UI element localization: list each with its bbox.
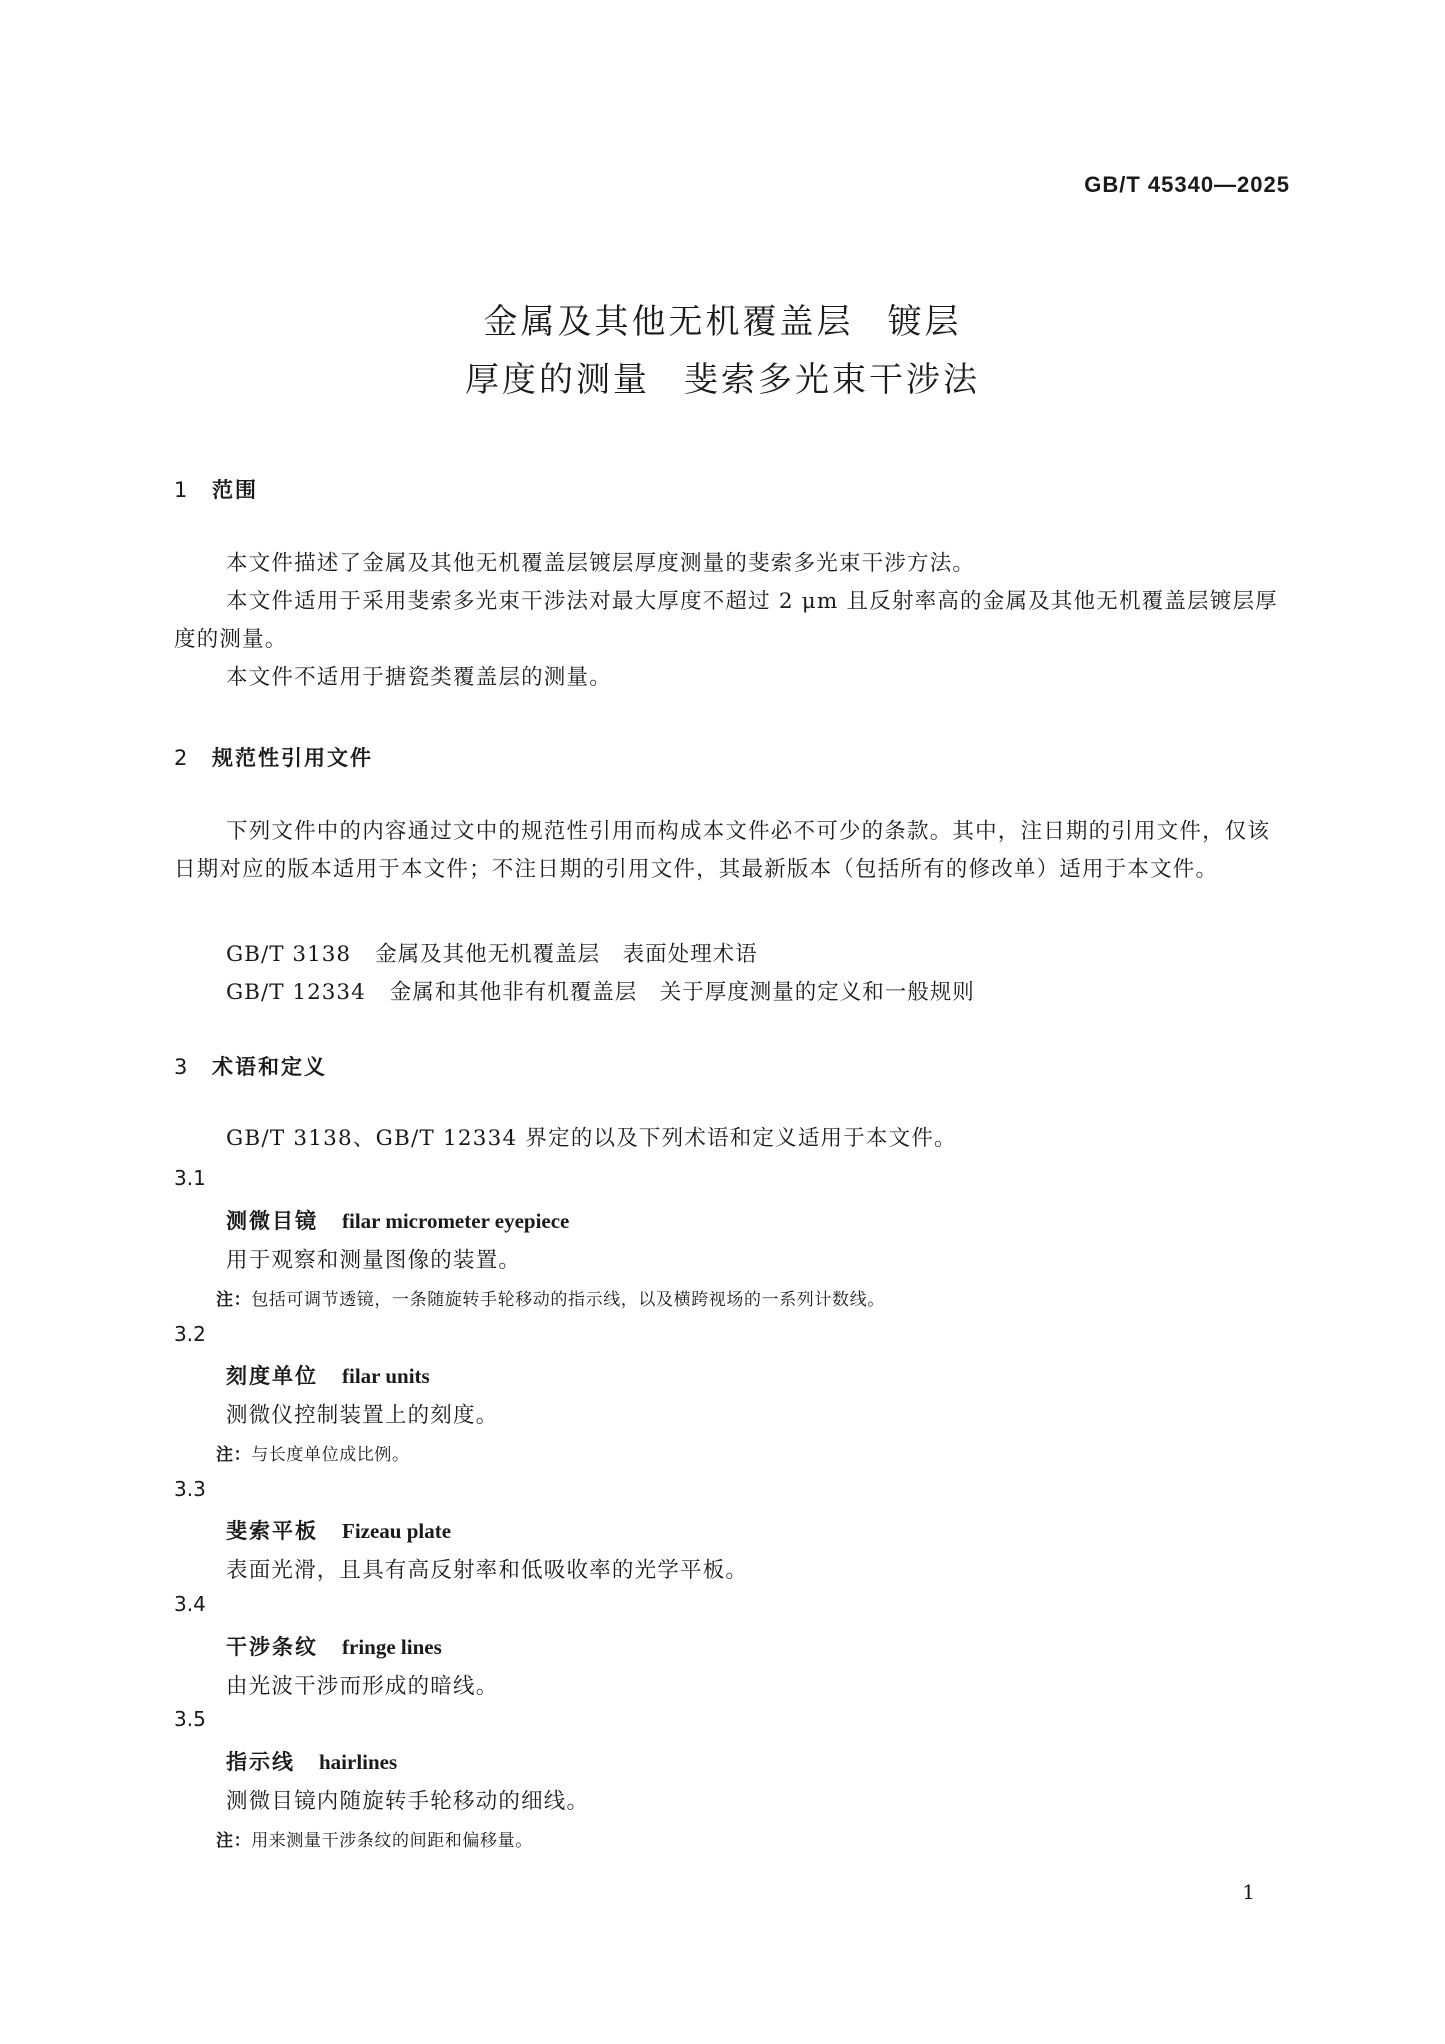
paragraph: 下列文件中的内容通过文中的规范性引用而构成本文件必不可少的条款。其中，注日期的引用文件，仅该日期对应的版本适用于本文件；不注日期的引用文件，其最新版本（包括所有的修改单）适用于本文件。 xyxy=(174,819,1271,882)
term-zh: 指示线 xyxy=(226,1750,295,1774)
term-heading xyxy=(226,1205,569,1235)
section-title: 术语和定义 xyxy=(212,1055,327,1079)
term-en: Fizeau plate xyxy=(342,1519,452,1543)
term-en: hairlines xyxy=(319,1750,398,1774)
section-number: 1 xyxy=(174,478,190,502)
term-en: filar units xyxy=(342,1364,430,1388)
section-1-heading xyxy=(174,474,258,504)
section-number: 2 xyxy=(174,746,190,770)
note-text: 包括可调节透镜，一条随旋转手轮移动的指示线，以及横跨视场的一系列计数线。 xyxy=(251,1290,885,1310)
reference-code: GB/T 3138 xyxy=(226,942,352,967)
term-zh: 斐索平板 xyxy=(226,1519,318,1543)
term-zh: 测微目镜 xyxy=(226,1209,318,1233)
title-line-2-part-a: 厚度的测量 xyxy=(465,360,650,400)
term-number: 3.2 xyxy=(174,1322,206,1346)
term-note xyxy=(216,1440,410,1465)
section-title: 规范性引用文件 xyxy=(212,746,373,770)
term-en: filar micrometer eyepiece xyxy=(342,1209,570,1233)
page-title xyxy=(0,293,1445,409)
term-number: 3.4 xyxy=(174,1592,206,1616)
term-definition: 表面光滑，且具有高反射率和低吸收率的光学平板。 xyxy=(226,1558,749,1583)
term-definition: 由光波干涉而形成的暗线。 xyxy=(226,1674,499,1699)
term-note xyxy=(216,1826,533,1851)
term-heading xyxy=(226,1746,397,1776)
note-label: 注： xyxy=(216,1445,252,1465)
term-zh: 干涉条纹 xyxy=(226,1635,318,1659)
paragraph: 本文件适用于采用斐索多光束干涉法对最大厚度不超过 2 μm 且反射率高的金属及其他无机覆盖层镀层厚度的测量。 xyxy=(174,589,1278,652)
term-number: 3.5 xyxy=(174,1707,206,1731)
section-title: 范围 xyxy=(212,478,258,502)
note-text: 与长度单位成比例。 xyxy=(251,1445,410,1465)
paragraph: 本文件不适用于搪瓷类覆盖层的测量。 xyxy=(226,665,612,690)
paragraph: 本文件描述了金属及其他无机覆盖层镀层厚度测量的斐索多光束干涉方法。 xyxy=(226,551,976,576)
term-heading xyxy=(226,1360,430,1390)
term-number: 3.3 xyxy=(174,1477,206,1501)
reference-item xyxy=(226,975,975,1006)
title-line-2 xyxy=(0,351,1445,409)
reference-title: 金属及其他无机覆盖层 表面处理术语 xyxy=(375,942,758,967)
term-definition: 测微目镜内随旋转手轮移动的细线。 xyxy=(226,1789,590,1814)
term-definition: 用于观察和测量图像的装置。 xyxy=(226,1248,522,1273)
section-3-heading xyxy=(174,1051,327,1081)
term-heading xyxy=(226,1631,442,1661)
standard-code: GB/T 45340—2025 xyxy=(1084,172,1290,197)
term-en: fringe lines xyxy=(342,1635,442,1659)
title-line-2-part-b: 斐索多光束干涉法 xyxy=(684,360,980,400)
note-text: 用来测量干涉条纹的间距和偏移量。 xyxy=(251,1831,533,1851)
reference-item xyxy=(226,937,758,968)
term-number: 3.1 xyxy=(174,1166,206,1190)
note-label: 注： xyxy=(216,1290,252,1310)
note-label: 注： xyxy=(216,1831,252,1851)
term-zh: 刻度单位 xyxy=(226,1364,318,1388)
reference-code: GB/T 12334 xyxy=(226,980,366,1005)
term-definition: 测微仪控制装置上的刻度。 xyxy=(226,1403,499,1428)
paragraph: GB/T 3138、GB/T 12334 界定的以及下列术语和定义适用于本文件。 xyxy=(226,1126,957,1151)
title-line-1-part-b: 镀层 xyxy=(887,302,962,342)
section-2-heading xyxy=(174,742,373,772)
title-line-1 xyxy=(0,293,1445,351)
section-number: 3 xyxy=(174,1055,190,1079)
reference-title: 金属和其他非有机覆盖层 关于厚度测量的定义和一般规则 xyxy=(389,980,975,1005)
page-number: 1 xyxy=(1242,1880,1255,1904)
title-line-1-part-a: 金属及其他无机覆盖层 xyxy=(483,302,854,342)
term-heading xyxy=(226,1515,451,1545)
term-note xyxy=(216,1285,885,1310)
